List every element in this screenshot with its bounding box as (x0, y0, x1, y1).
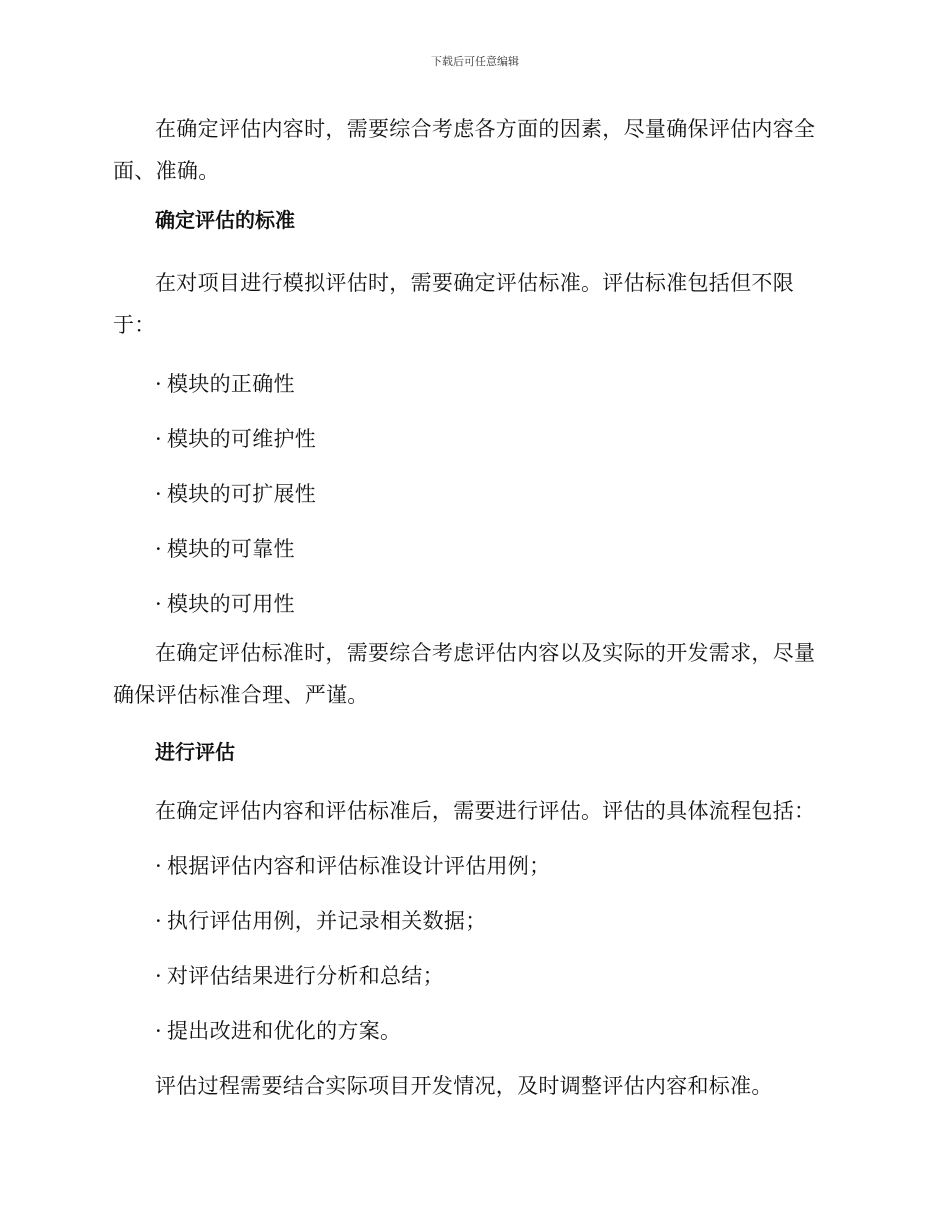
list-item: · 提出改进和优化的方案。 (155, 1015, 833, 1047)
bullet-icon: · (155, 964, 162, 988)
document-body (113, 108, 833, 1119)
bullet-icon: · (155, 592, 162, 616)
list-item: · 执行评估用例，并记录相关数据； (155, 905, 833, 937)
bullet-icon: · (155, 372, 162, 396)
paragraph-standards-conclusion: 在确定评估标准时，需要综合考虑评估内容以及实际的开发需求，尽量确保评估标准合理、严谨。 (113, 641, 816, 707)
heading-perform-assessment: 进行评估 (155, 740, 235, 764)
paragraph-standards-intro: 在对项目进行模拟评估时，需要确定评估标准。评估标准包括但不限于： (113, 271, 794, 337)
bullet-icon: · (155, 1019, 162, 1043)
bullet-icon: · (155, 427, 162, 451)
standards-list (113, 368, 833, 620)
list-item: · 模块的可用性 (155, 588, 833, 620)
page-header: 下载后可任意编辑 (431, 55, 519, 68)
process-list (113, 850, 833, 1047)
paragraph-assessment-content: 在确定评估内容时，需要综合考虑各方面的因素，尽量确保评估内容全面、准确。 (113, 117, 816, 183)
list-item: · 模块的可维护性 (155, 423, 833, 455)
heading-assessment-standards: 确定评估的标准 (155, 208, 295, 232)
paragraph-process-conclusion: 评估过程需要结合实际项目开发情况，及时调整评估内容和标准。 (155, 1074, 773, 1098)
list-item: · 对评估结果进行分析和总结； (155, 960, 833, 992)
list-item: · 根据评估内容和评估标准设计评估用例； (155, 850, 833, 882)
list-item: · 模块的正确性 (155, 368, 833, 400)
bullet-icon: · (155, 854, 162, 878)
bullet-icon: · (155, 537, 162, 561)
bullet-icon: · (155, 909, 162, 933)
bullet-icon: · (155, 482, 162, 506)
paragraph-process-intro: 在确定评估内容和评估标准后，需要进行评估。评估的具体流程包括： (155, 799, 816, 823)
list-item: · 模块的可扩展性 (155, 478, 833, 510)
list-item: · 模块的可靠性 (155, 533, 833, 565)
